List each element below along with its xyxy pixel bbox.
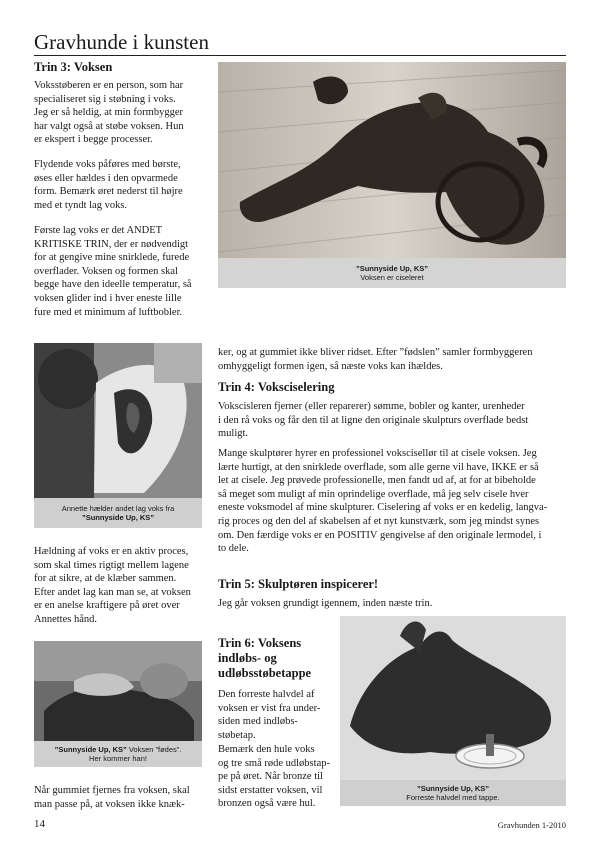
caption-photo-1: ”Sunnyside Up, KS” Voksen er ciseleret: [218, 258, 566, 288]
publication-footer: Gravhunden 1-2010: [497, 820, 566, 830]
trin3-paragraph-5: Når gummiet fjernes fra voksen, skal man passe på, at voksen ikke knæk-: [34, 785, 190, 810]
page-number: 14: [34, 818, 45, 830]
photo-pouring-wax: [34, 343, 202, 498]
caption-photo-2: Annette hælder andet lag voks fra ”Sunnyside Up, KS”: [34, 498, 202, 528]
trin3-paragraph-3: Første lag voks er det ANDET KRITISKE TRIN, der er nødvendigt for at gengive mine snirklede, furede overflader. Voksen og formen skal begge have den ideelle temperatur, så voksen glider ind i hver eneste lille fure med et minimum af luftbobler.: [34, 225, 192, 318]
page-title: Gravhunde i kunsten: [34, 30, 209, 54]
trin3-paragraph-4: Hældning af voks er en aktiv proces, som skal times rigtigt mellem lagene for at sikre, at de klæber sammen. Efter andet lag kan man se, at voksen er en anelse kraftigere på øret over Annettes hånd.: [34, 546, 191, 625]
trin4-paragraph-1: Vokscisleren fjerner (eller reparerer) sømme, bobler og kanter, urenheder i den rå voks og får den til at ligne den originale skulpturs overflade bedst muligt.: [218, 401, 529, 440]
trin4-paragraph-2: Mange skulptører hyrer en professionel vokscisellør til at cisele voksen. Jeg lærte hurtigt, at den snirklede overflade, som alle gerne vil have, IKKE er så let at cisele. Jeg prøvede professionelle, men fandt ud af, at for at bibeholde så meget som muligt af min oprindelige overflade, må jeg selv cisele hver eneste voksmodel af mine skulpturer. Ciselering af voks er en kedelig, langva- rig proces og den del af skabelsen af et nyt kunstværk, som jeg mindst synes om. Den færdige voks er en POSITIV gengivelse af den originale lermodel, i to dele.: [218, 448, 548, 555]
photo-wax-dachshund-chiseled: [218, 62, 566, 258]
trin6-paragraph-1: Den forreste halvdel af voksen er vist fra under- siden med indløbs- støbetap.: [218, 689, 321, 741]
caption-photo-3: ”Sunnyside Up, KS” Voksen ”fødes”. Her kommer han!: [34, 741, 202, 767]
trin3-heading: Trin 3: Voksen: [34, 60, 113, 74]
photo-front-half-with-sprues: [340, 616, 566, 780]
trin6-heading: Trin 6: Voksens indløbs- og udløbsstøbetappe: [218, 636, 312, 680]
trin3-paragraph-1: Voksstøberen er en person, som har specialiseret sig i støbning i voks. Jeg er så heldig, at min formbygger har valgt også at støbe voksen. Hun er ekspert i begge processer.: [34, 80, 184, 146]
trin4-heading: Trin 4: Voksciselering: [218, 380, 335, 394]
header-rule: [34, 55, 566, 56]
trin3-paragraph-2: Flydende voks påføres med børste, øses eller hældes i den opvarmede form. Bemærk øret nederst til højre med et tyndt lag voks.: [34, 159, 183, 211]
caption-photo-4: ”Sunnyside Up, KS” Forreste halvdel med tappe.: [340, 780, 566, 806]
trin5-heading: Trin 5: Skulptøren inspicerer!: [218, 577, 379, 591]
trin6-paragraph-2: Bemærk den hule voks og tre små røde udløbstap- pe på øret. Når bronze til sidst erstatter voksen, vil bronzen også være hul.: [218, 744, 330, 810]
trin5-paragraph-1: Jeg går voksen grundigt igennem, inden næste trin.: [218, 598, 433, 609]
photo-wax-born: [34, 641, 202, 741]
continuation-paragraph: ker, og at gummiet ikke bliver ridset. Efter ”fødslen” samler formbyggeren omhyggeligt formen igen, så næste voks kan ihældes.: [218, 347, 533, 372]
